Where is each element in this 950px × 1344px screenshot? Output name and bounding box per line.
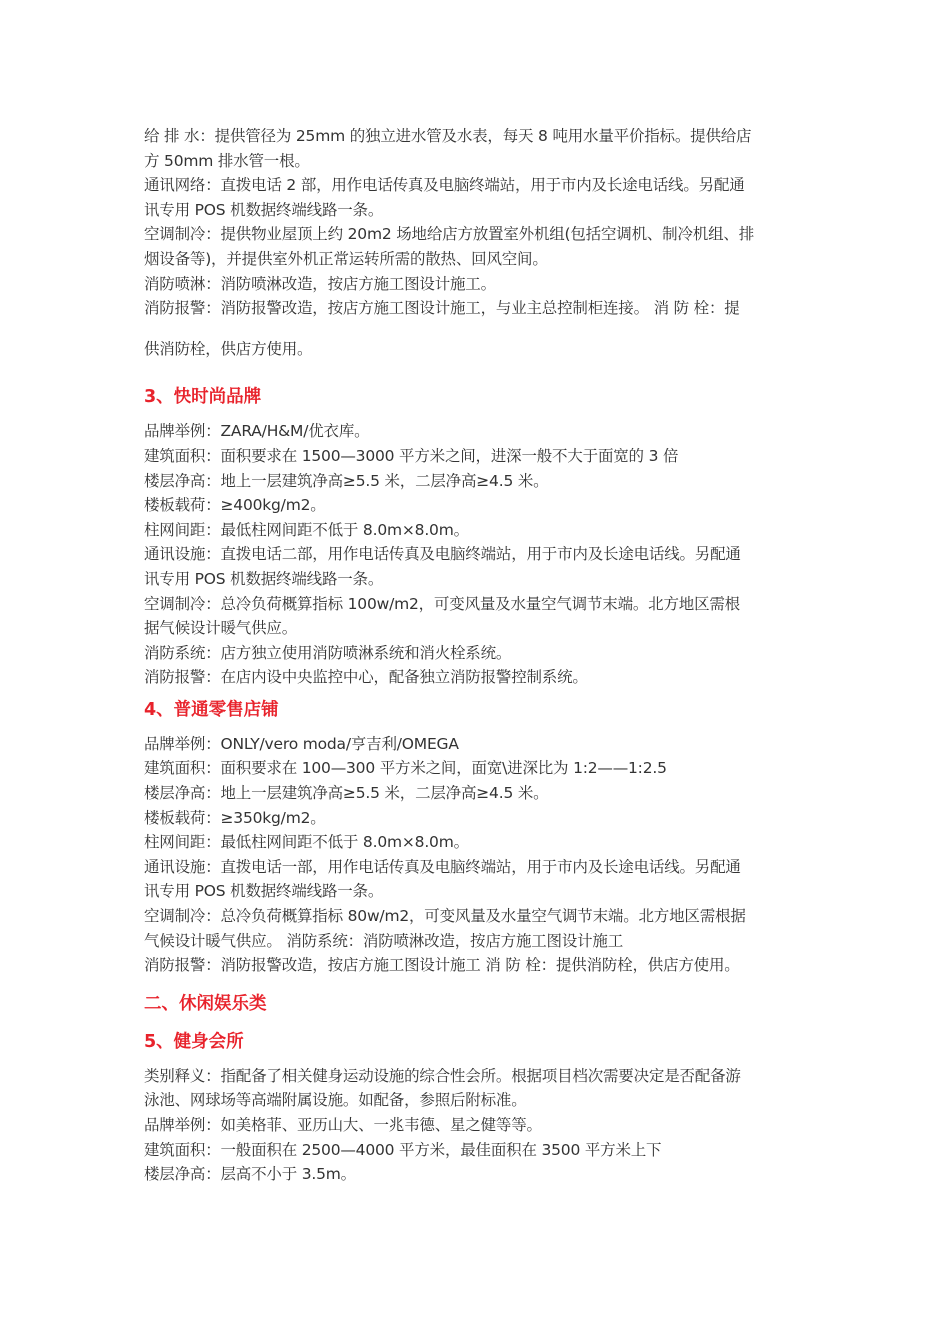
paragraph-line: 类别释义：指配备了相关健身运动设施的综合性会所。根据项目档次需要决定是否配备游 — [144, 1066, 741, 1085]
paragraph-line: 柱网间距：最低柱网间距不低于 8.0m×8.0m。 — [144, 833, 469, 852]
paragraph-line: 消防喷淋：消防喷淋改造，按店方施工图设计施工。 — [144, 274, 496, 293]
section-body-fitness-club — [144, 1064, 814, 1187]
paragraph-line: 通讯设施：直拨电话一部，用作电话传真及电脑终端站，用于市内及长途电话线。另配通 — [144, 857, 741, 876]
paragraph-line: 消防报警：消防报警改造，按店方施工图设计施工，与业主总控制柜连接。 消 防 栓：提 — [144, 299, 740, 318]
paragraph-line: 空调制冷：提供物业屋顶上约 20m2 场地给店方放置室外机组(包括空调机、制冷机组、排 — [144, 225, 754, 244]
paragraph-line: 空调制冷：总冷负荷概算指标 80w/m2，可变风量及水量空气调节末端。北方地区需根据 — [144, 907, 746, 926]
section-heading-fast-fashion: 3、快时尚品牌 — [144, 387, 262, 408]
paragraph-line: 楼板载荷：≥350kg/m2。 — [144, 808, 326, 827]
paragraph-line: 讯专用 POS 机数据终端线路一条。 — [144, 882, 384, 901]
paragraph-line: 品牌举例：ZARA/H&M/优衣库。 — [144, 422, 370, 441]
paragraph-line: 据气候设计暖气供应。 — [144, 619, 298, 638]
category-heading-leisure: 二、休闲娱乐类 — [144, 993, 267, 1014]
paragraph-line: 通讯设施：直拨电话二部，用作电话传真及电脑终端站，用于市内及长途电话线。另配通 — [144, 545, 741, 564]
paragraph-line: 建筑面积：一般面积在 2500—4000 平方米，最佳面积在 3500 平方米上下 — [144, 1140, 662, 1159]
paragraph-line: 楼板载荷：≥400kg/m2。 — [144, 496, 326, 515]
paragraph-line: 给 排 水：提供管径为 25mm 的独立进水管及水表，每天 8 吨用水量平价指标。提供给店 — [144, 127, 752, 145]
paragraph-line: 供消防栓，供店方使用。 — [144, 339, 313, 358]
section-body-fast-fashion — [144, 419, 814, 690]
paragraph-line: 通讯网络：直拨电话 2 部，用作电话传真及电脑终端站，用于市内及长途电话线。另配通 — [144, 176, 745, 195]
section-heading-fitness-club: 5、健身会所 — [144, 1031, 244, 1052]
paragraph-line: 方 50mm 排水管一根。 — [144, 151, 310, 170]
paragraph-line: 消防系统：店方独立使用消防喷淋系统和消火栓系统。 — [144, 643, 512, 662]
intro-block — [144, 124, 814, 361]
paragraph-line: 柱网间距：最低柱网间距不低于 8.0m×8.0m。 — [144, 520, 469, 539]
paragraph-line: 楼层净高：地上一层建筑净高≥5.5 米，二层净高≥4.5 米。 — [144, 471, 549, 490]
paragraph-line: 品牌举例：如美格菲、亚历山大、一兆韦德、星之健等等。 — [144, 1116, 542, 1134]
paragraph-line: 讯专用 POS 机数据终端线路一条。 — [144, 569, 384, 588]
paragraph-line: 建筑面积：面积要求在 1500—3000 平方米之间，进深一般不大于面宽的 3 倍 — [144, 446, 679, 465]
paragraph-line: 讯专用 POS 机数据终端线路一条。 — [144, 200, 384, 219]
paragraph-line: 品牌举例：ONLY/vero moda/亨吉利/OMEGA — [144, 734, 459, 753]
paragraph-line: 建筑面积：面积要求在 100—300 平方米之间，面宽\进深比为 1:2——1:2.5 — [144, 759, 667, 778]
paragraph-line: 空调制冷：总冷负荷概算指标 100w/m2，可变风量及水量空气调节末端。北方地区需根 — [144, 594, 740, 613]
paragraph-line: 泳池、网球场等高端附属设施。如配备，参照后附标准。 — [144, 1091, 527, 1110]
document-page — [144, 124, 814, 1187]
section-heading-retail-store: 4、普通零售店铺 — [144, 699, 279, 720]
paragraph-line: 楼层净高：层高不小于 3.5m。 — [144, 1165, 356, 1184]
paragraph-line: 消防报警：消防报警改造，按店方施工图设计施工 消 防 栓：提供消防栓，供店方使用。 — [144, 956, 740, 975]
paragraph-line: 烟设备等)，并提供室外机正常运转所需的散热、回风空间。 — [144, 249, 548, 268]
paragraph-line: 楼层净高：地上一层建筑净高≥5.5 米，二层净高≥4.5 米。 — [144, 784, 549, 803]
paragraph-line: 消防报警：在店内设中央监控中心，配备独立消防报警控制系统。 — [144, 668, 588, 687]
section-body-retail-store — [144, 732, 814, 978]
paragraph-line: 气候设计暖气供应。 消防系统：消防喷淋改造，按店方施工图设计施工 — [144, 931, 624, 950]
